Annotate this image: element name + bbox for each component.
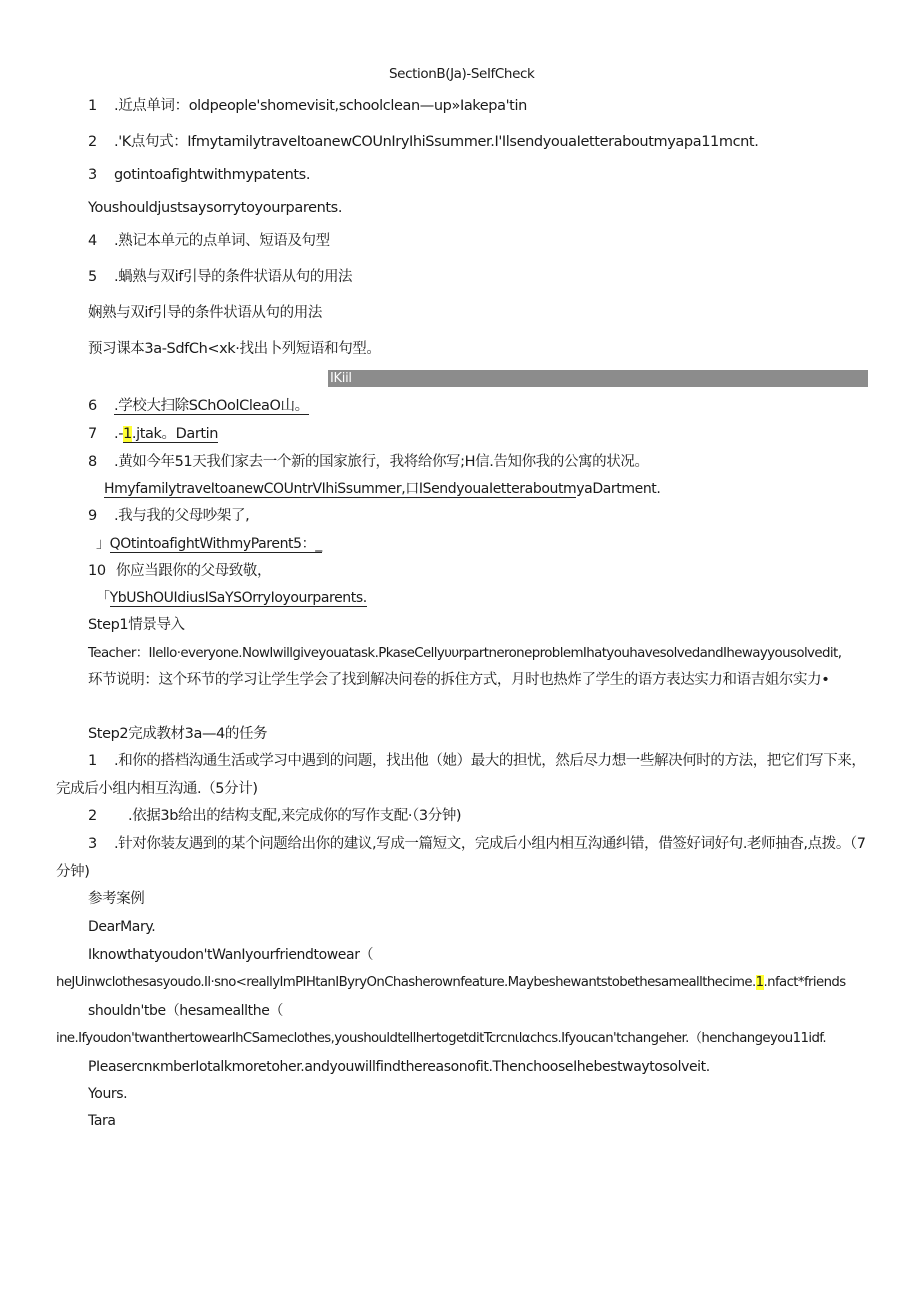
example-heading: 参考案例 (88, 891, 145, 907)
item-8 (88, 452, 649, 472)
item-10-answer-prefix: 「 (96, 590, 110, 606)
item-9 (88, 506, 249, 526)
step-1-note: 环节说明：这个环节的学习让学生学会了找到解决问卷的拆住方式，月时也热炸了学生的语方表达实力和语吉姐尔实力• (88, 672, 830, 688)
item-7-highlight: 1 (123, 426, 132, 442)
task-3-number: 3 (88, 836, 97, 852)
goal-4-number: 4 (88, 233, 97, 249)
goal-5-number: 5 (88, 269, 97, 285)
item-9-text: .我与我的父母吵架了, (114, 508, 250, 524)
step-1-teacher: Teacher：IIello·everyone.NowIwillgiveyouatask.PkaseCellyυυrpartneroneproblemIhatyouhavesolvedandIhewayyousolvedit, (88, 646, 842, 661)
task-3-text: .针对你装友遇到的某个问题给出你的建议,写成一篇短文，完成后小组内相互沟通纠错，借签好词好句.老师抽杳,点拨。（7分钟) (56, 836, 866, 880)
letter-line-4: ine.Ifyoudon'twanthertowearIhCSameclothes,youshouldtellhertogetditTcrcnιlαchcs.Ifyoucan'tchangeher.（henchangeyou11idf. (56, 1031, 827, 1046)
goal-5 (88, 267, 352, 287)
goal-3 (88, 165, 310, 185)
item-10-number: 10 (88, 563, 106, 579)
item-9-number: 9 (88, 508, 97, 524)
letter-line-3: shouldn'tbe（hesameallthe（ (88, 1003, 284, 1019)
item-8-answer-b: ISendyouaIetteraboutm (418, 481, 577, 497)
item-10-answer (96, 588, 367, 608)
goal-2-text: .'K点句式：IfmytamilytraveItoanewCOUnIryIhiSsummer.I'IlsendyouaIetteraboutmyapa11mcnt. (114, 134, 759, 150)
item-9-answer (96, 534, 322, 554)
goal-5-repeat: 娴熟与双if引导的条件状语从句的用法 (88, 305, 322, 321)
item-6-text: .学校大扫除SChOolCleaO山。 (114, 398, 309, 414)
letter-line-2 (56, 973, 846, 993)
section-bar-label: IKiil (330, 371, 352, 386)
item-7 (88, 424, 218, 444)
goal-1-number: 1 (88, 98, 97, 114)
goal-2 (88, 132, 758, 152)
goal-3-sentence: Youshouldjustsaysorrytoyourparents. (88, 200, 343, 216)
letter-line-2-highlight: 1 (755, 975, 764, 990)
item-8-answer-c: yaDartment. (576, 481, 661, 497)
item-7-text: .jtak。Dartin (131, 426, 219, 442)
item-6 (88, 396, 309, 416)
step-1-title: Step1情景导入 (88, 617, 185, 633)
letter-signature: Tara (88, 1113, 116, 1129)
section-bar (328, 370, 868, 387)
step-2-task-2 (88, 806, 461, 826)
item-8-text: .黄如今年51天我们家去一个新的国家旅行，我将给你写;H信.告知你我的公寓的状况。 (114, 454, 649, 470)
letter-greeting: DearMary. (88, 919, 156, 935)
goal-3-text: gotintoafightwithmypatents. (114, 167, 311, 183)
item-9-answer-prefix: 」 (96, 536, 110, 552)
goal-3-number: 3 (88, 167, 97, 183)
item-8-number: 8 (88, 454, 97, 470)
item-10-answer-text: YbUShOUIdiusISaYSOrryIoyourparents. (109, 590, 367, 606)
letter-line-5: PIeasercnκmberIotalkmoretoher.andyouwillfindthereasonofit.ThenchooseIhebestwaytosolveit. (88, 1059, 710, 1075)
letter-line-1: Iknowthatyoudon'tWanIyourfriendtowear（ (88, 947, 374, 963)
task-1-number: 1 (88, 753, 97, 769)
task-2-number: 2 (88, 808, 97, 824)
item-7-number: 7 (88, 426, 97, 442)
item-8-answer (104, 479, 660, 499)
letter-line-2-a: heJUinwclothesasyoudo.Il·sno<reallyImPIHtanIByryOnChasherownfeature.Maybeshewantstobethesameallthecime. (56, 975, 756, 990)
item-9-answer-text: QOtintoafightWithmyParent5：_ (109, 536, 322, 552)
letter-line-2-b: .nfact*friends (763, 975, 846, 990)
item-8-answer-box: 口 (405, 481, 419, 497)
preview-instruction: 预习课本3a-SdfCh<xk·找出卜列短语和句型。 (88, 341, 381, 357)
task-1-text: .和你的搭档沟通生活或学习中遇到的问题，找出他（她）最大的担忧，然后尽力想一些解决何时的方法，把它们写下来，完成后小组内相互沟通.（5分计) (56, 753, 866, 797)
goal-4-text: .熟记本单元的点单词、短语及句型 (114, 233, 330, 249)
goal-1 (88, 96, 527, 116)
step-2-task-1 (56, 747, 868, 803)
task-2-text: .依据3b给出的结构支配,来完成你的写作支配·（3分钟) (128, 808, 462, 824)
goal-2-number: 2 (88, 134, 97, 150)
item-6-number: 6 (88, 398, 97, 414)
item-10 (88, 561, 271, 581)
goal-1-text: .近点单词：oldpeople'shomevisit,schoolclean—up»Iakepa'tin (114, 98, 527, 114)
item-7-prefix: .- (114, 426, 124, 442)
step-2-title: Step2完成教材3a—4的任务 (88, 726, 268, 742)
item-10-text: 你应当跟你的父母致敬， (116, 563, 272, 579)
goal-5-text: .蝸熟与双if引导的条件状语从句的用法 (114, 269, 353, 285)
step-2-task-3 (56, 830, 868, 886)
item-8-answer-a: HmyfamilytraveItoanewCOUntrVIhiSsummer, (104, 481, 406, 497)
page-title: SectionB(Ja)-SeIfCheck (389, 66, 535, 82)
goal-4 (88, 231, 330, 251)
letter-closing: Yours. (88, 1086, 128, 1102)
